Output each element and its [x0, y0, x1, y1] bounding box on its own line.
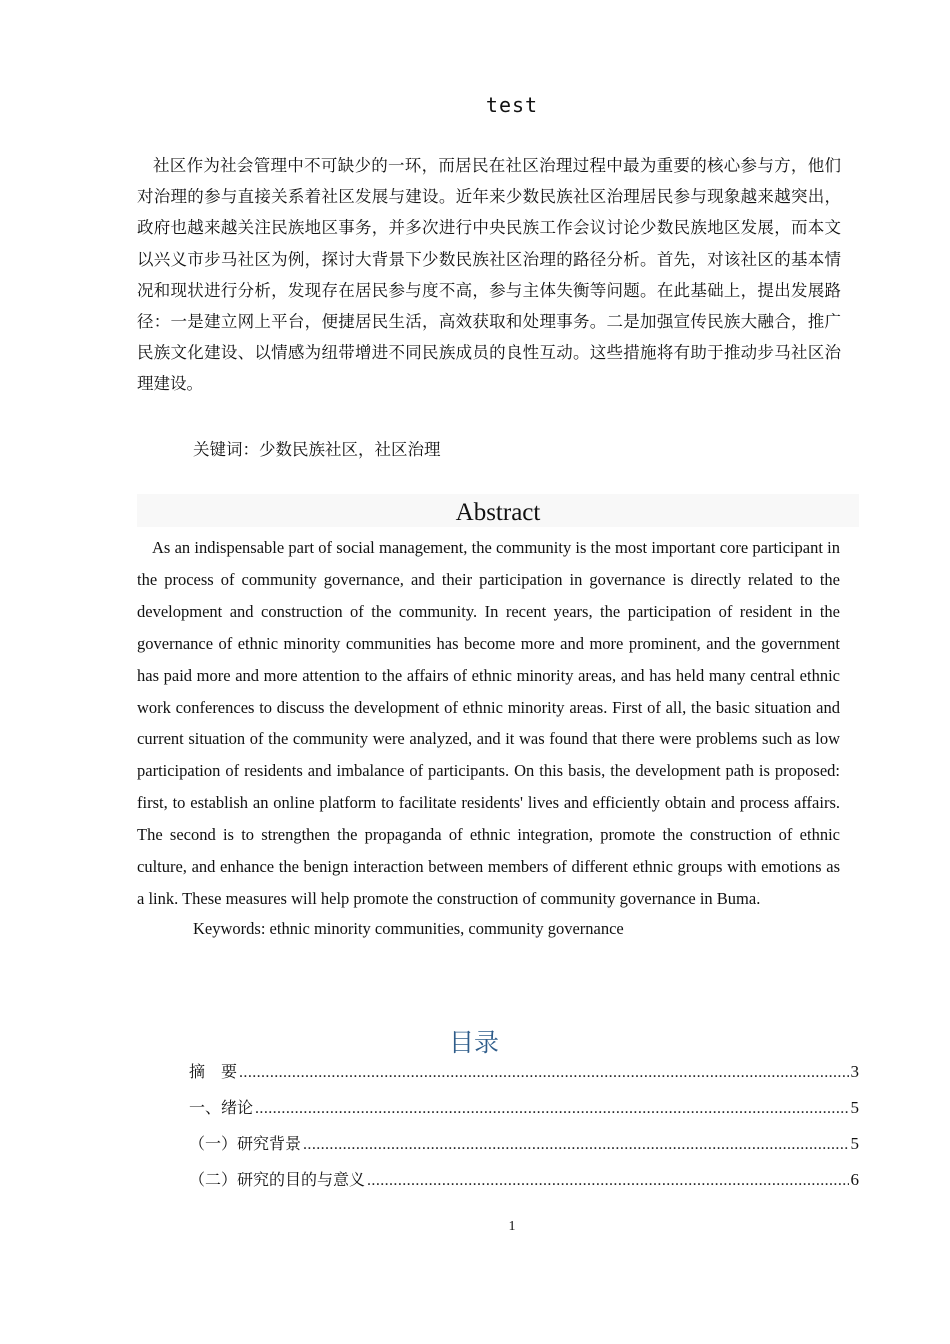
- toc-entry-page: 5: [850, 1134, 859, 1153]
- toc-entry-label: （二）研究的目的与意义: [189, 1170, 366, 1189]
- toc-entry-label: 一、绪论: [189, 1098, 254, 1117]
- toc-leader-dots: [367, 1168, 848, 1194]
- toc-entry-background[interactable]: [189, 1131, 859, 1157]
- english-keywords: Keywords: ethnic minority communities, community governance: [193, 919, 624, 938]
- toc-entry-label: 摘 要: [189, 1062, 238, 1081]
- toc-leader-dots: [255, 1096, 848, 1122]
- toc-entry-page: 3: [850, 1062, 859, 1081]
- english-abstract: As an indispensable part of social management, the community is the most important core participant in the process of community governance, and their participation in governance is directly related to the development and construction of the community. In recent years, the participation of resident in the governance of ethnic minority communities has become more and more prominent, and the government has paid more and more attention to the affairs of ethnic minority areas, and has held many central ethnic work conferences to discuss the development of ethnic minority areas. First of all, the basic situation and current situation of the community were analyzed, and it was found that there were problems such as low participation of residents and imbalance of participants. On this basis, the development path is proposed: first, to establish an online platform to facilitate residents' lives and efficiently obtain and process affairs. The second is to strengthen the propaganda of ethnic integration, promote the construction of ethnic culture, and enhance the benign interaction between members of different ethnic groups with emotions as a link. These measures will help promote the construction of community governance in Buma.: [137, 538, 840, 908]
- toc-entry-page: 5: [850, 1098, 859, 1117]
- toc-entry-abstract[interactable]: [189, 1059, 859, 1085]
- chinese-keywords: 关键词：少数民族社区，社区治理: [193, 440, 441, 459]
- page-number: 1: [508, 1219, 516, 1234]
- toc-entry-page: 6: [850, 1170, 859, 1189]
- chinese-abstract: 社区作为社会管理中不可缺少的一环，而居民在社区治理过程中最为重要的核心参与方，他们对治理的参与直接关系着社区发展与建设。近年来少数民族社区治理居民参与现象越来越突出，政府也越来越关注民族地区事务，并多次进行中央民族工作会议讨论少数民族地区发展，而本文以兴义市步马社区为例，探讨大背景下少数民族社区治理的路径分析。首先，对该社区的基本情况和现状进行分析，发现存在居民参与度不高，参与主体失衡等问题。在此基础上，提出发展路径：一是建立网上平台，便捷居民生活，高效获取和处理事务。二是加强宣传民族大融合，推广民族文化建设、以情感为纽带增进不同民族成员的良性互动。这些措施将有助于推动步马社区治理建设。: [137, 156, 841, 394]
- document-title: test: [485, 93, 539, 117]
- toc-entry-purpose[interactable]: [189, 1167, 859, 1193]
- toc-heading: 目录: [449, 1028, 500, 1057]
- abstract-heading: Abstract: [455, 499, 541, 526]
- toc-entry-label: （一）研究背景: [189, 1134, 302, 1153]
- toc-leader-dots: [239, 1060, 848, 1086]
- toc-leader-dots: [303, 1132, 848, 1158]
- toc-entry-introduction[interactable]: [189, 1095, 859, 1121]
